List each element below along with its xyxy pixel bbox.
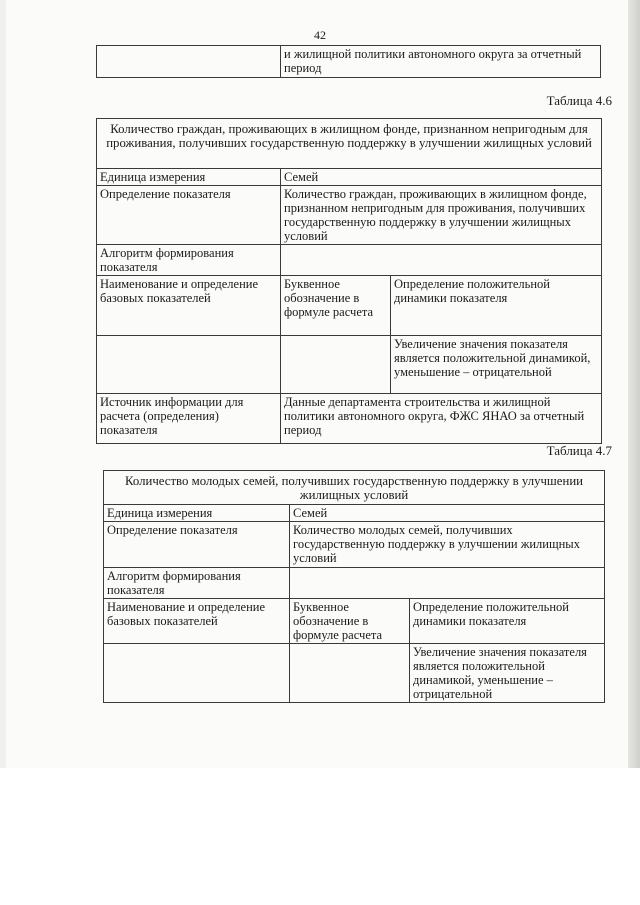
top-fragment-table bbox=[96, 45, 601, 78]
definition-value: Количество молодых семей, получивших государственную поддержку в улучшении жилищных условий bbox=[290, 522, 605, 568]
unit-label: Единица измерения bbox=[97, 169, 281, 186]
dynamics-value: Увеличение значения показателя является положительной динамикой, уменьшение – отрицательной bbox=[410, 644, 605, 703]
algorithm-value bbox=[281, 245, 602, 276]
unit-value: Семей bbox=[281, 169, 602, 186]
algorithm-label: Алгоритм формирования показателя bbox=[104, 568, 290, 599]
source-label: Источник информации для расчета (определения) показателя bbox=[97, 394, 281, 444]
base-indicators-label: Наименование и определение базовых показателей bbox=[104, 599, 290, 644]
table-4-6-caption: Таблица 4.6 bbox=[546, 93, 612, 108]
fragment-empty-cell bbox=[97, 46, 281, 78]
base-indicators-empty bbox=[97, 336, 281, 394]
definition-label: Определение показателя bbox=[104, 522, 290, 568]
scan-edge-shadow bbox=[628, 0, 640, 768]
dynamics-label: Определение положительной динамики показателя bbox=[391, 276, 602, 336]
source-value: Данные департамента строительства и жилищной политики автономного округа, ФЖС ЯНАО за отчетный период bbox=[281, 394, 602, 444]
definition-label: Определение показателя bbox=[97, 186, 281, 245]
base-indicators-label: Наименование и определение базовых показателей bbox=[97, 276, 281, 336]
definition-value: Количество граждан, проживающих в жилищном фонде, признанном непригодным для проживания, получивших государственную поддержку в улучшении жилищных условий bbox=[281, 186, 602, 245]
letter-designation-empty bbox=[281, 336, 391, 394]
algorithm-label: Алгоритм формирования показателя bbox=[97, 245, 281, 276]
table-4-6 bbox=[96, 118, 602, 444]
algorithm-value bbox=[290, 568, 605, 599]
unit-value: Семей bbox=[290, 505, 605, 522]
table-4-7 bbox=[103, 470, 605, 703]
dynamics-value: Увеличение значения показателя является положительной динамикой, уменьшение – отрицательной bbox=[391, 336, 602, 394]
base-indicators-empty bbox=[104, 644, 290, 703]
table-4-7-caption: Таблица 4.7 bbox=[546, 443, 612, 458]
dynamics-label: Определение положительной динамики показателя bbox=[410, 599, 605, 644]
letter-designation-label: Буквенное обозначение в формуле расчета bbox=[290, 599, 410, 644]
page-number: 42 bbox=[314, 28, 326, 42]
table-4-6-title: Количество граждан, проживающих в жилищном фонде, признанном непригодным для проживания, получивших государственную поддержку в улучшении жилищных условий bbox=[97, 119, 602, 169]
letter-designation-label: Буквенное обозначение в формуле расчета bbox=[281, 276, 391, 336]
letter-designation-empty bbox=[290, 644, 410, 703]
unit-label: Единица измерения bbox=[104, 505, 290, 522]
fragment-text: и жилищной политики автономного округа за отчетный период bbox=[281, 46, 601, 78]
table-4-7-title: Количество молодых семей, получивших государственную поддержку в улучшении жилищных условий bbox=[104, 471, 605, 505]
